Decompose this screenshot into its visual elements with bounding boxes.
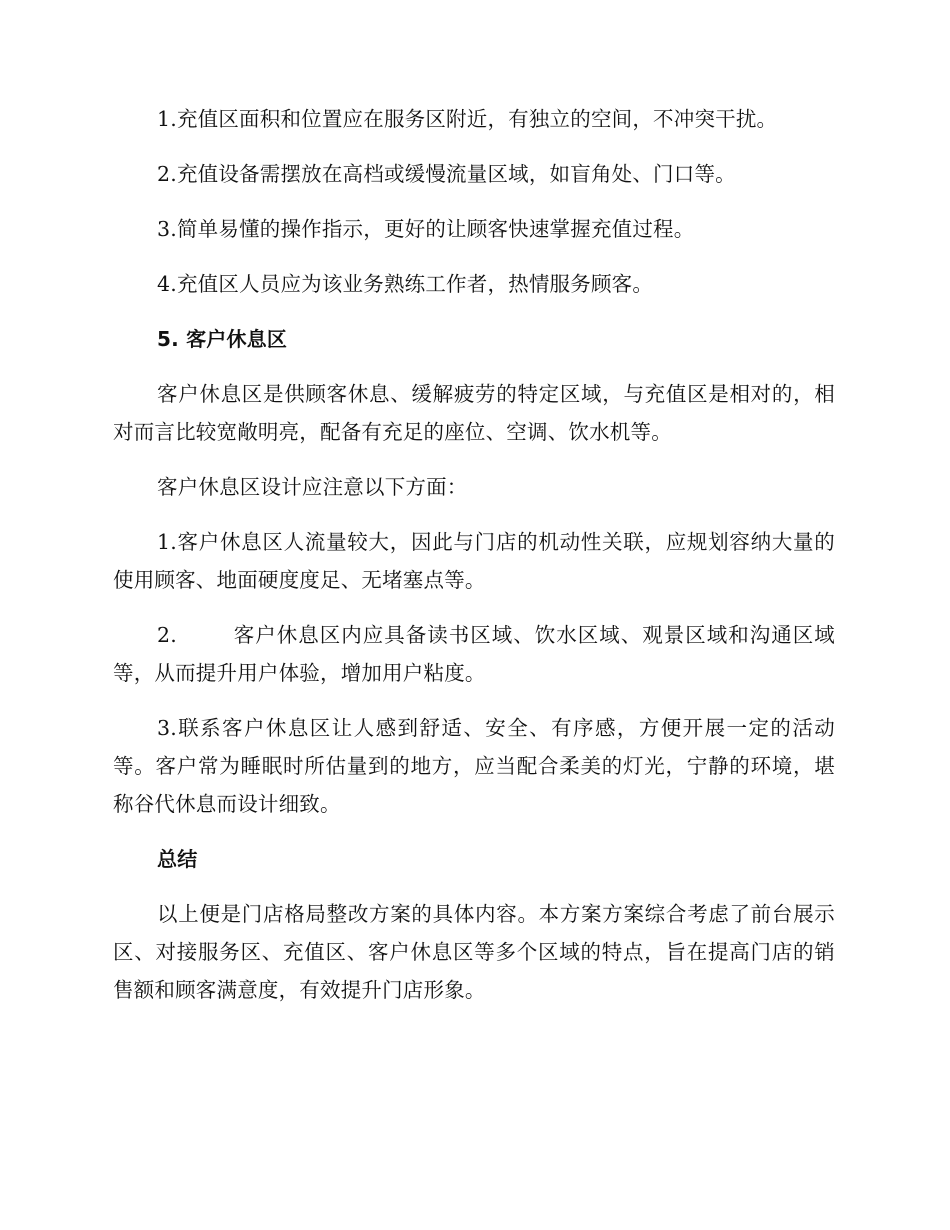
paragraph-recharge-1: 1.充值区面积和位置应在服务区附近，有独立的空间，不冲突干扰。 bbox=[157, 107, 778, 131]
item-2-number: 2. bbox=[157, 623, 177, 647]
paragraph-recharge-3: 3.简单易懂的操作指示，更好的让顾客快速掌握充值过程。 bbox=[157, 217, 695, 241]
paragraph-lounge-item-2 bbox=[113, 616, 835, 692]
paragraph-lounge-intro: 客户休息区是供顾客休息、缓解疲劳的特定区域，与充值区是相对的，相对而言比较宽敞明亮，配备有充足的座位、空调、饮水机等。 bbox=[113, 382, 835, 444]
document-page bbox=[113, 100, 835, 1009]
section-heading-lounge: 5. 客户休息区 bbox=[157, 327, 288, 351]
paragraph-lounge-item-1: 1.客户休息区人流量较大，因此与门店的机动性关联，应规划容纳大量的使用顾客、地面硬度度足、无堵塞点等。 bbox=[113, 530, 835, 592]
paragraph-lounge-item-3: 3.联系客户休息区让人感到舒适、安全、有序感，方便开展一定的活动等。客户常为睡眠时所估量到的地方，应当配合柔美的灯光，宁静的环境，堪称谷代休息而设计细致。 bbox=[113, 716, 835, 816]
item-2-text: 客户休息区内应具备读书区域、饮水区域、观景区域和沟通区域等，从而提升用户体验，增加用户粘度。 bbox=[113, 623, 835, 685]
paragraph-lounge-notes-title: 客户休息区设计应注意以下方面： bbox=[157, 475, 468, 499]
paragraph-summary: 以上便是门店格局整改方案的具体内容。本方案方案综合考虑了前台展示区、对接服务区、充值区、客户休息区等多个区域的特点，旨在提高门店的销售额和顾客满意度，有效提升门店形象。 bbox=[113, 902, 835, 1002]
section-heading-summary: 总结 bbox=[157, 847, 198, 871]
paragraph-recharge-2: 2.充值设备需摆放在高档或缓慢流量区域，如盲角处、门口等。 bbox=[157, 162, 736, 186]
paragraph-recharge-4: 4.充值区人员应为该业务熟练工作者，热情服务顾客。 bbox=[157, 272, 654, 296]
